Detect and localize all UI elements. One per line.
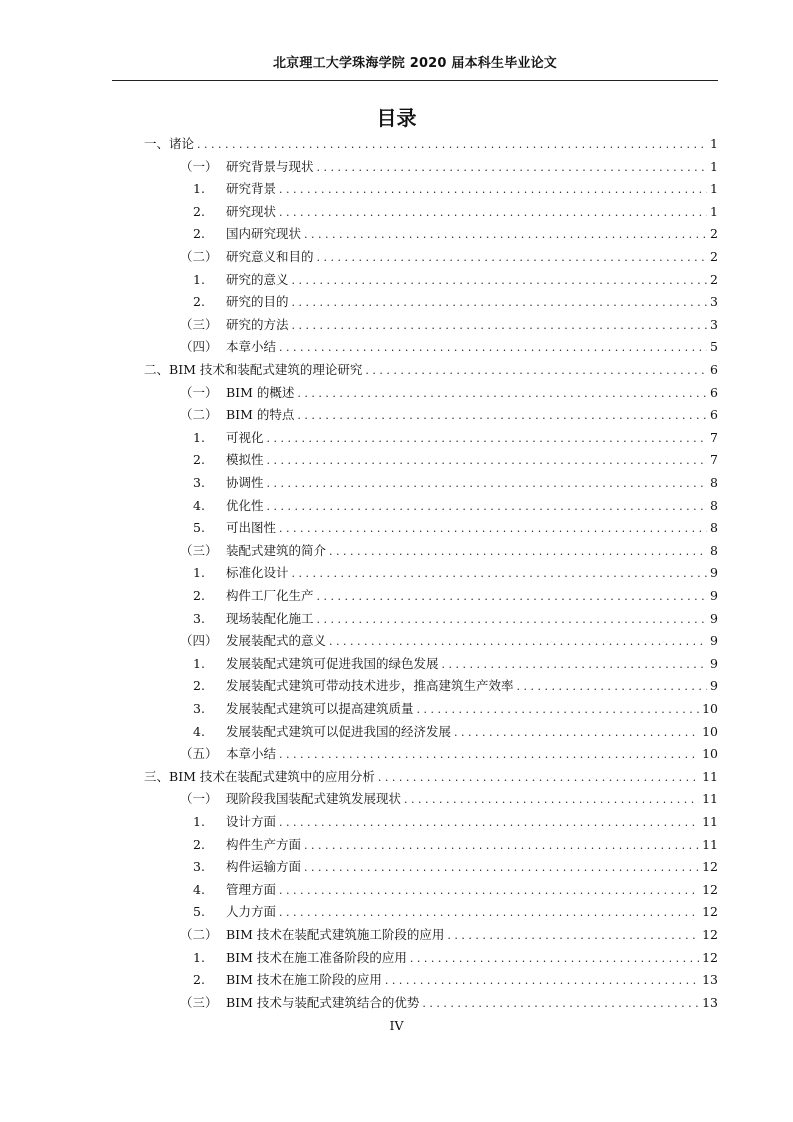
toc-entry-number: 2. xyxy=(193,452,205,468)
toc-entry-page: 3 xyxy=(710,294,718,310)
toc-entry[interactable] xyxy=(180,994,718,1012)
toc-entry[interactable] xyxy=(193,610,718,628)
toc-entry-page: 13 xyxy=(702,972,718,988)
toc-entry[interactable] xyxy=(193,655,718,673)
toc-entry-title: BIM 的特点 xyxy=(226,407,295,423)
toc-leader-dots xyxy=(279,814,699,832)
toc-entry-number: （四） xyxy=(180,633,218,649)
toc-entry[interactable] xyxy=(180,926,718,944)
toc-entry-page: 11 xyxy=(702,814,718,829)
toc-entry-page: 3 xyxy=(710,316,718,332)
toc-entry[interactable] xyxy=(193,225,718,243)
toc-leader-dots xyxy=(517,678,707,696)
toc-leader-dots xyxy=(279,882,699,900)
toc-entry-title: 可视化 xyxy=(226,429,264,445)
toc-entry[interactable] xyxy=(193,813,718,831)
toc-entry-number: （二） xyxy=(180,407,218,423)
toc-entry[interactable] xyxy=(193,497,718,515)
toc-leader-dots xyxy=(267,430,707,448)
toc-entry-page: 9 xyxy=(710,633,718,649)
toc-leader-dots xyxy=(404,791,699,809)
toc-entry-number: 2. xyxy=(193,836,205,852)
toc-entry-number: 2. xyxy=(193,294,205,310)
toc-entry-number: 2. xyxy=(193,588,205,603)
toc-entry-title: 研究意义和目的 xyxy=(226,249,314,264)
toc-entry-title: 本章小结 xyxy=(226,339,277,355)
toc-entry-title: 优化性 xyxy=(226,497,264,513)
toc-entry-page: 9 xyxy=(710,588,718,603)
toc-entry[interactable] xyxy=(193,881,718,899)
toc-entry-number: 1. xyxy=(193,565,205,581)
toc-entry-page: 12 xyxy=(702,949,718,965)
toc-entry-page: 13 xyxy=(702,994,718,1010)
toc-entry-page: 9 xyxy=(710,655,718,671)
toc-entry-title: 设计方面 xyxy=(226,814,277,829)
toc-entry-number: （三） xyxy=(180,542,218,558)
toc-entry[interactable] xyxy=(193,949,718,967)
toc-leader-dots xyxy=(292,272,707,290)
toc-entry-title: 发展装配式建筑可以提高建筑质量 xyxy=(226,701,414,716)
toc-entry[interactable] xyxy=(180,790,718,808)
toc-entry-number: 1. xyxy=(193,949,205,965)
header-rule xyxy=(112,80,718,81)
toc-entry-page: 1 xyxy=(710,136,718,151)
toc-entry-page: 2 xyxy=(710,226,718,242)
running-header: 北京理工大学珠海学院 2020 届本科生毕业论文 xyxy=(272,56,558,71)
toc-entry-number: 二、 xyxy=(144,362,170,377)
toc-entry-title: 模拟性 xyxy=(226,452,264,468)
toc-leader-dots xyxy=(279,181,707,199)
toc-entry-title: 研究现状 xyxy=(226,203,277,219)
toc-entry-number: 5. xyxy=(193,520,205,536)
toc-entry[interactable] xyxy=(193,180,718,198)
toc-entry-page: 6 xyxy=(710,384,718,400)
toc-entry[interactable] xyxy=(193,519,718,537)
toc-entry-number: 4. xyxy=(193,881,205,897)
toc-leader-dots xyxy=(279,204,707,222)
toc-entry-page: 7 xyxy=(710,429,718,445)
toc-entry-number: 3. xyxy=(193,475,205,490)
toc-entry-page: 12 xyxy=(702,859,718,875)
toc-entry-number: 2. xyxy=(193,678,205,694)
toc-entry-page: 2 xyxy=(710,249,718,264)
toc-entry-number: 2. xyxy=(193,972,205,988)
toc-entry-number: 2. xyxy=(193,203,205,219)
toc-entry[interactable] xyxy=(180,632,718,650)
toc-entry-page: 9 xyxy=(710,610,718,626)
toc-entry-number: 1. xyxy=(193,181,205,197)
toc-entry-number: （二） xyxy=(180,927,218,942)
toc-entry-title: 本章小结 xyxy=(226,746,277,762)
toc-leader-dots xyxy=(454,724,699,742)
toc-entry[interactable] xyxy=(193,587,718,605)
toc-entry-page: 1 xyxy=(710,203,718,219)
toc-entry[interactable] xyxy=(193,677,718,695)
toc-entry-title: 研究的意义 xyxy=(226,271,289,287)
toc-entry-page: 8 xyxy=(710,475,718,490)
toc-leader-dots xyxy=(279,746,699,764)
toc-entry-title: 管理方面 xyxy=(226,881,277,897)
toc-entry[interactable] xyxy=(144,361,718,379)
toc-entry[interactable] xyxy=(180,158,718,176)
page-number: IV xyxy=(389,1018,404,1033)
toc-entry-title: BIM 技术和装配式建筑的理论研究 xyxy=(169,362,363,377)
toc-entry-number: 3. xyxy=(193,701,205,716)
toc-entry-page: 8 xyxy=(710,497,718,513)
toc-entry[interactable] xyxy=(180,384,718,402)
toc-entry-number: 5. xyxy=(193,904,205,920)
toc-entry-page: 10 xyxy=(702,746,718,762)
toc-entry[interactable] xyxy=(193,723,718,741)
toc-entry[interactable] xyxy=(193,564,718,582)
toc-entry-number: 1. xyxy=(193,814,205,829)
toc-entry-title: 构件工厂化生产 xyxy=(226,588,314,603)
toc-entry-number: （一） xyxy=(180,384,218,400)
toc-entry-page: 7 xyxy=(710,452,718,468)
toc-entry-number: 三、 xyxy=(144,768,170,784)
toc-leader-dots xyxy=(304,837,699,855)
toc-entry-page: 1 xyxy=(710,158,718,174)
toc-leader-dots xyxy=(317,249,707,267)
toc-entry[interactable] xyxy=(193,700,718,718)
toc-leader-dots xyxy=(279,339,707,357)
toc-entry[interactable] xyxy=(180,542,718,560)
toc-entry-title: BIM 技术在装配式建筑施工阶段的应用 xyxy=(226,927,445,942)
toc-entry-number: （五） xyxy=(180,746,218,762)
toc-entry-title: BIM 技术在施工阶段的应用 xyxy=(226,972,382,988)
toc-leader-dots xyxy=(197,136,707,154)
toc-entry-title: 发展装配式建筑可带动技术进步，推高建筑生产效率 xyxy=(226,678,514,694)
toc-entry[interactable] xyxy=(193,429,718,447)
toc-entry-page: 10 xyxy=(702,701,718,716)
toc-entry-title: 构件运输方面 xyxy=(226,859,302,875)
toc-entry-title: 诸论 xyxy=(169,136,195,151)
toc-entry[interactable] xyxy=(180,745,718,763)
toc-entry-number: （三） xyxy=(180,994,218,1010)
toc-leader-dots xyxy=(329,543,707,561)
toc-entry-number: （一） xyxy=(180,791,218,807)
toc-leader-dots xyxy=(365,362,707,380)
toc-leader-dots xyxy=(297,407,707,425)
toc-entry[interactable] xyxy=(193,836,718,854)
toc-entry-page: 12 xyxy=(702,881,718,897)
toc-entry-title: 协调性 xyxy=(226,475,264,490)
toc-leader-dots xyxy=(378,769,699,787)
toc-entry-page: 9 xyxy=(710,678,718,694)
toc-entry[interactable] xyxy=(193,451,718,469)
toc-entry[interactable] xyxy=(193,474,718,492)
toc-entry-page: 11 xyxy=(702,836,718,852)
toc-entry-number: 1. xyxy=(193,271,205,287)
toc-entry-page: 6 xyxy=(710,407,718,423)
toc-entry-number: 3. xyxy=(193,610,205,626)
toc-leader-dots xyxy=(422,995,699,1013)
toc-leader-dots xyxy=(267,452,707,470)
toc-entry-title: 研究的方法 xyxy=(226,316,289,332)
toc-entry-page: 6 xyxy=(710,362,718,377)
toc-entry-title: 现场装配化施工 xyxy=(226,610,314,626)
toc-leader-dots xyxy=(292,317,707,335)
toc-entry[interactable] xyxy=(144,135,718,153)
toc-entry-title: 研究的目的 xyxy=(226,294,289,310)
toc-entry-title: 发展装配式的意义 xyxy=(226,633,327,649)
toc-entry-page: 8 xyxy=(710,542,718,558)
toc-leader-dots xyxy=(279,520,707,538)
toc-leader-dots xyxy=(317,611,707,629)
toc-leader-dots xyxy=(304,859,699,877)
toc-entry-number: （四） xyxy=(180,339,218,355)
toc-entry-title: 标准化设计 xyxy=(226,565,289,581)
toc-leader-dots xyxy=(442,656,707,674)
toc-entry-title: 装配式建筑的简介 xyxy=(226,542,327,558)
toc-entry[interactable] xyxy=(180,248,718,266)
toc-leader-dots xyxy=(267,498,707,516)
toc-entry-title: 研究背景与现状 xyxy=(226,158,314,174)
toc-entry[interactable] xyxy=(193,203,718,221)
toc-entry-number: 4. xyxy=(193,497,205,513)
toc-entry-number: 4. xyxy=(193,723,205,739)
toc-leader-dots xyxy=(267,475,707,493)
toc-entry-number: 1. xyxy=(193,655,205,671)
toc-entry-number: （一） xyxy=(180,158,218,174)
toc-entry-page: 11 xyxy=(702,768,718,784)
toc-entry-title: 构件生产方面 xyxy=(226,836,302,852)
toc-entry-title: BIM 技术与装配式建筑结合的优势 xyxy=(226,994,420,1010)
toc-entry-number: 3. xyxy=(193,859,205,875)
toc-entry-page: 12 xyxy=(702,927,718,942)
toc-leader-dots xyxy=(297,385,707,403)
toc-leader-dots xyxy=(417,701,700,719)
toc-entry-title: BIM 的概述 xyxy=(226,384,295,400)
toc-entry-page: 10 xyxy=(702,723,718,739)
toc-entry-number: 2. xyxy=(193,226,205,242)
toc-leader-dots xyxy=(329,633,707,651)
toc-entry-page: 5 xyxy=(710,339,718,355)
toc-entry-number: 1. xyxy=(193,429,205,445)
toc-entry-number: 一、 xyxy=(144,136,170,151)
toc-entry-page: 11 xyxy=(702,791,718,807)
toc-entry[interactable] xyxy=(193,293,718,311)
toc-entry-title: 现阶段我国装配式建筑发展现状 xyxy=(226,791,402,807)
page-title: 目录 xyxy=(376,106,417,130)
toc-leader-dots xyxy=(317,588,707,606)
toc-leader-dots xyxy=(304,226,707,244)
toc-entry-title: 研究背景 xyxy=(226,181,277,197)
toc-entry-page: 1 xyxy=(710,181,718,197)
toc-entry-title: 发展装配式建筑可促进我国的绿色发展 xyxy=(226,655,439,671)
toc-entry[interactable] xyxy=(193,971,718,989)
toc-entry-title: 人力方面 xyxy=(226,904,277,920)
toc-leader-dots xyxy=(292,294,707,312)
toc-leader-dots xyxy=(317,159,707,177)
toc-entry-title: 国内研究现状 xyxy=(226,226,302,242)
toc-entry-title: BIM 技术在施工准备阶段的应用 xyxy=(226,949,407,965)
toc-entry-title: 发展装配式建筑可以促进我国的经济发展 xyxy=(226,723,452,739)
toc-leader-dots xyxy=(410,950,699,968)
toc-entry[interactable] xyxy=(180,316,718,334)
toc-entry-title: BIM 技术在装配式建筑中的应用分析 xyxy=(169,768,375,784)
toc-entry-number: （二） xyxy=(180,249,218,264)
toc-entry[interactable] xyxy=(180,338,718,356)
toc-entry-title: 可出图性 xyxy=(226,520,277,536)
toc-entry-page: 12 xyxy=(702,904,718,920)
toc-entry[interactable] xyxy=(193,858,718,876)
toc-leader-dots xyxy=(385,972,699,990)
toc-entry[interactable] xyxy=(180,406,718,424)
toc-entry[interactable] xyxy=(193,271,718,289)
toc-leader-dots xyxy=(447,927,699,945)
toc-leader-dots xyxy=(279,904,699,922)
toc-entry[interactable] xyxy=(144,768,718,786)
toc-entry-page: 9 xyxy=(710,565,718,581)
toc-entry-page: 8 xyxy=(710,520,718,536)
toc-entry-number: （三） xyxy=(180,316,218,332)
toc-entry-page: 2 xyxy=(710,271,718,287)
toc-leader-dots xyxy=(292,565,707,583)
toc-entry[interactable] xyxy=(193,903,718,921)
